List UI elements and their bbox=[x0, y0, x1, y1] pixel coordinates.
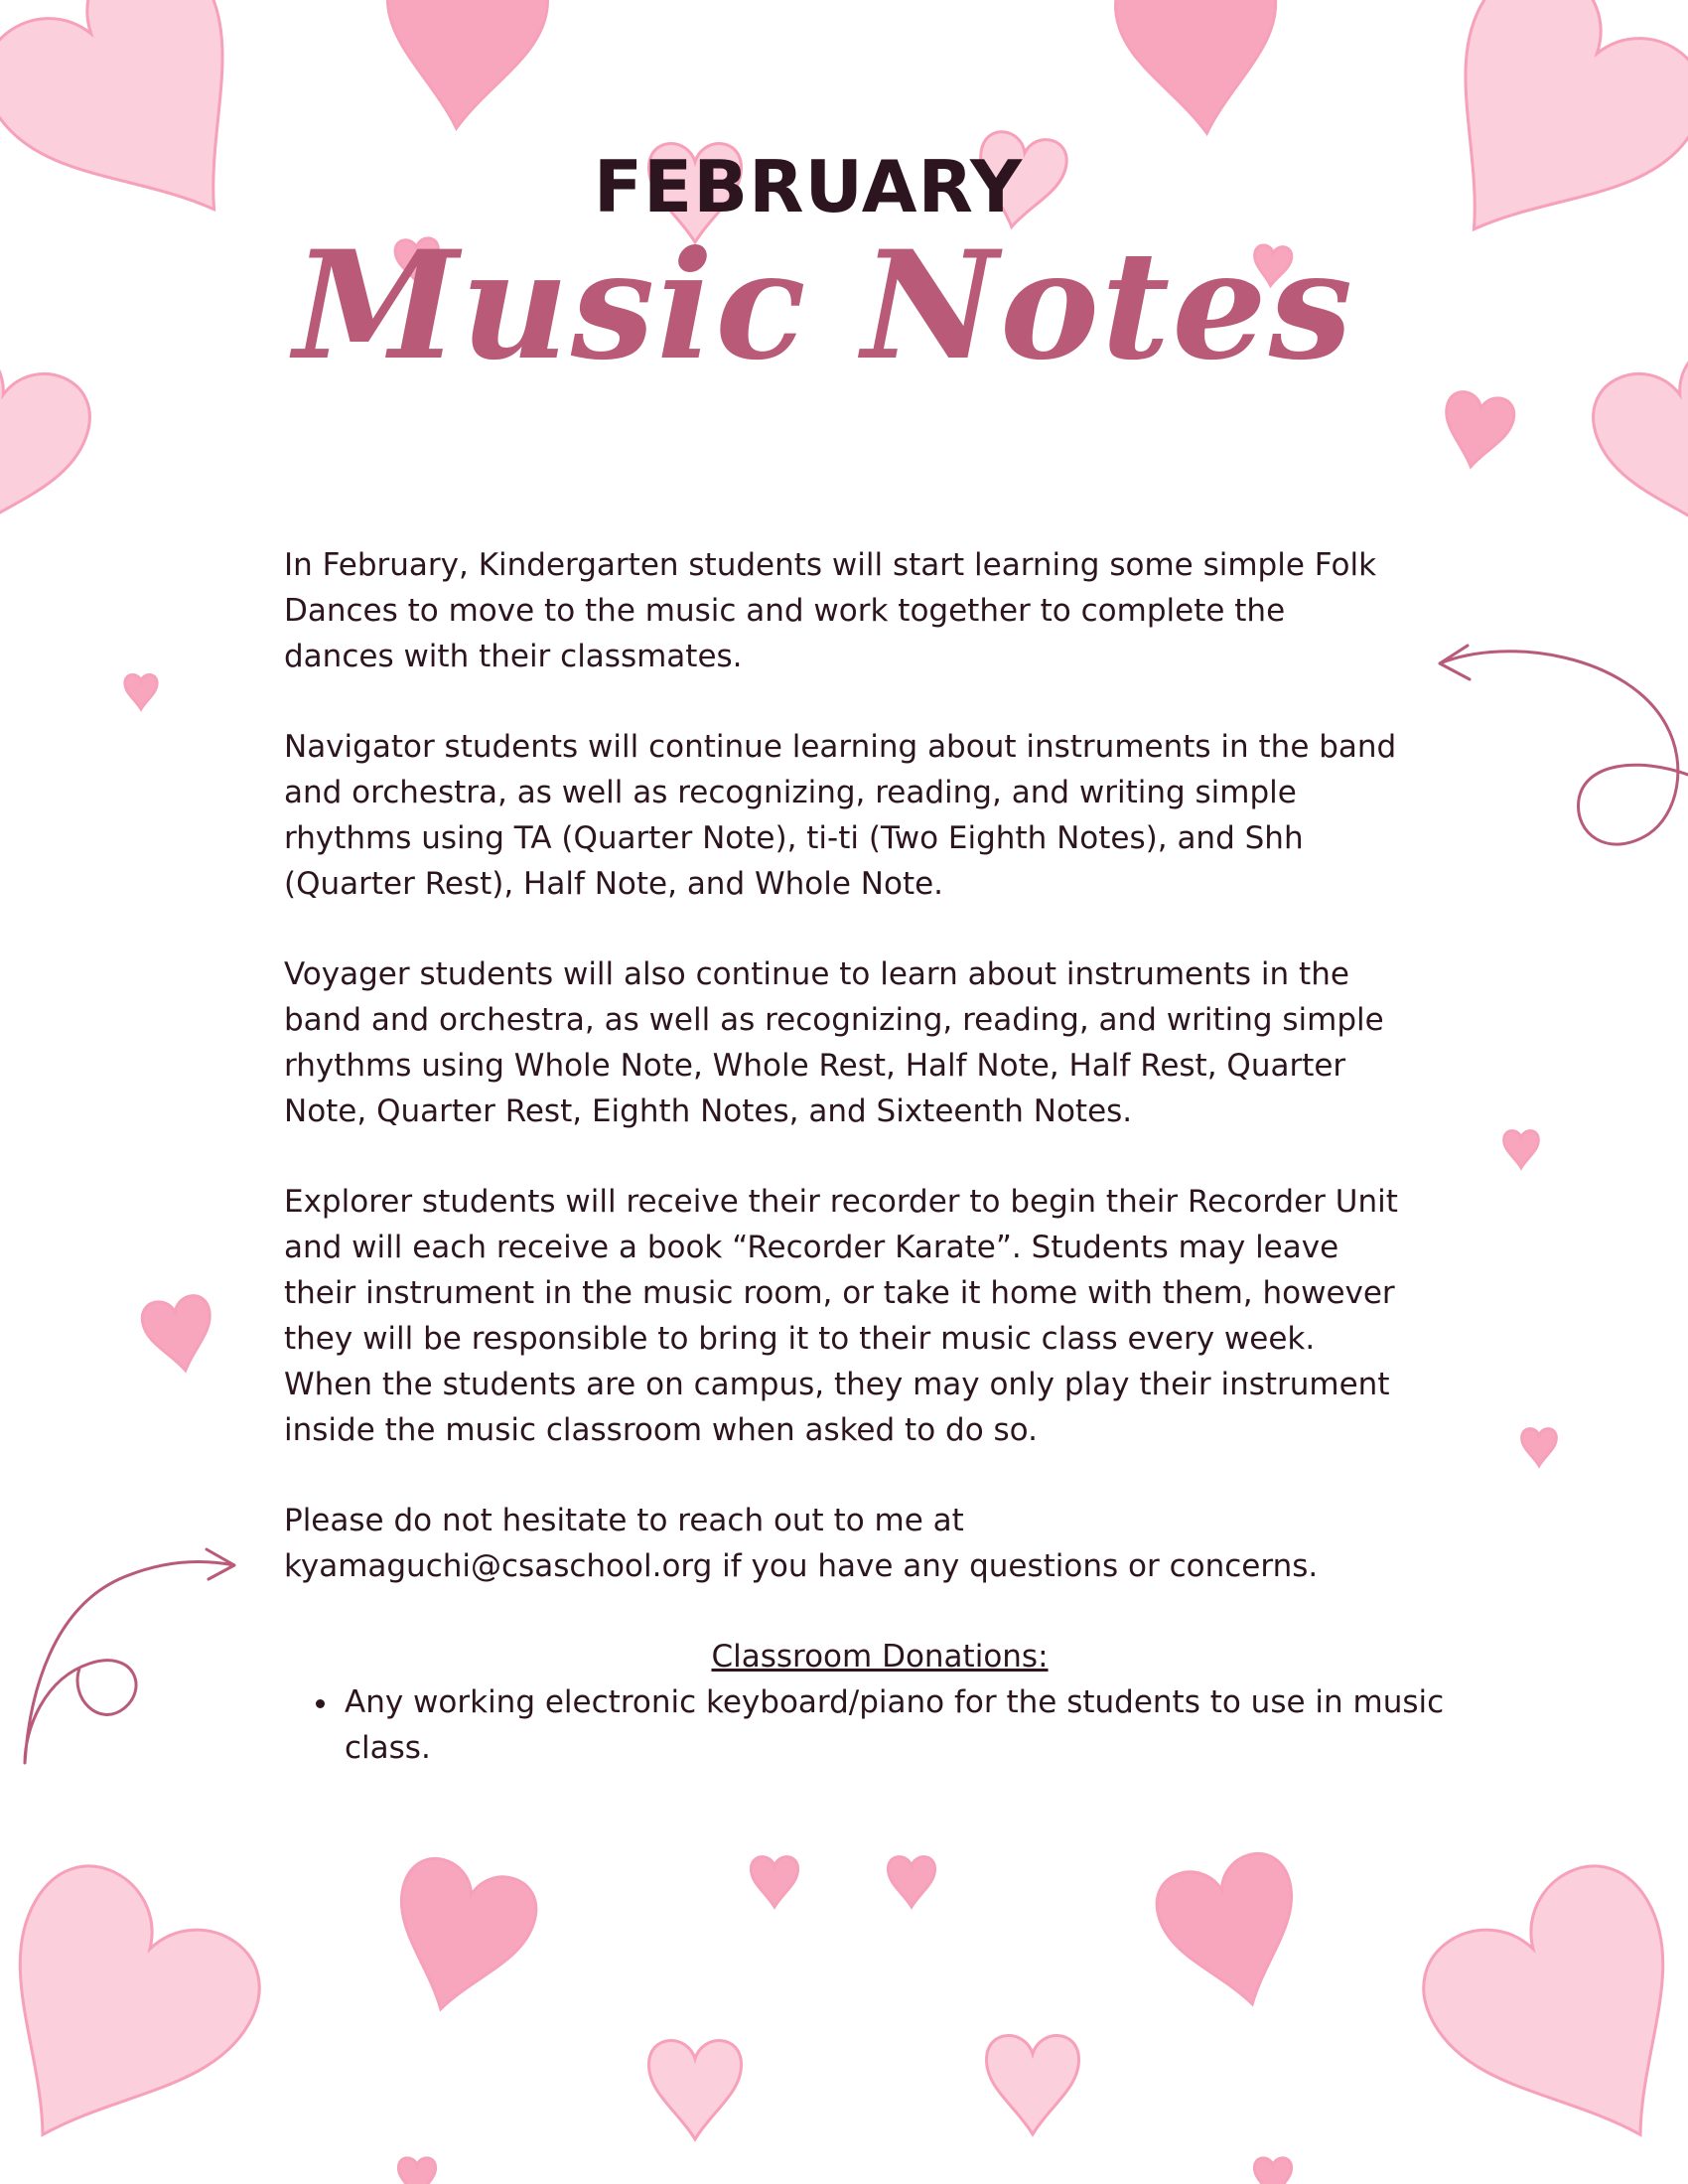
heart-icon bbox=[398, 2158, 435, 2184]
donations-heading: Classroom Donations: bbox=[711, 1639, 1049, 1674]
donations-list bbox=[284, 1679, 1515, 1771]
heart-icon bbox=[125, 674, 157, 708]
heart-icon bbox=[1150, 1846, 1318, 2021]
heart-icon bbox=[0, 1845, 281, 2184]
page-title: Music Notes bbox=[293, 218, 1355, 393]
heart-icon bbox=[376, 0, 551, 135]
heart-icon bbox=[1402, 1845, 1688, 2184]
heart-icon bbox=[1438, 389, 1517, 473]
heart-icon bbox=[1522, 1429, 1557, 1466]
heart-icon bbox=[375, 1851, 543, 2026]
navigator-paragraph: Navigator students will continue learning about instruments in the band and orchestra, as well as recognizing, reading, and writing simple rhythms using TA (Quarter Note), ti-ti (Two Eighth Notes), and Shh (Quarter Rest), Half Note, and Whole Note. bbox=[284, 729, 1397, 902]
curly-arrow-icon bbox=[25, 1549, 234, 1763]
heart-icon bbox=[1254, 2158, 1291, 2184]
contact-paragraph: Please do not hesitate to reach out to me at kyamaguchi@csaschool.org if you have any questions or concerns. bbox=[284, 1503, 1319, 1584]
heart-icon bbox=[888, 1857, 934, 1907]
heart-icon bbox=[140, 1293, 219, 1377]
voyager-paragraph: Voyager students will also continue to learn about instruments in the band and orchestra, as well as recognizing, reading, and writing simple rhythms using Whole Note, Whole Rest, Half Note, Half Rest, Quarter Note, Quarter Rest, Eighth Notes, and Sixteenth Notes. bbox=[284, 956, 1384, 1129]
donation-item: • Any working electronic keyboard/piano for the students to use in music class. bbox=[341, 1679, 1515, 1771]
heart-icon bbox=[649, 2041, 742, 2139]
month-heading: FEBRUARY bbox=[593, 145, 1024, 228]
heart-icon bbox=[751, 1857, 797, 1907]
explorer-paragraph: Explorer students will receive their recorder to begin their Recorder Unit and will each receive a book “Recorder Karate”. Students may leave their instrument in the music room, or take it home with them, however they will be responsible to bring it to their music class every week. When the students are on campus, they may only play their instrument inside the music classroom when asked to do so. bbox=[284, 1184, 1398, 1448]
heart-icon bbox=[1112, 0, 1287, 140]
heart-icon bbox=[987, 2036, 1079, 2134]
kindergarten-paragraph: In February, Kindergarten students will start learning some simple Folk Dances to move to the music and work together to complete the dances with their classmates. bbox=[284, 547, 1377, 674]
newsletter-body bbox=[284, 542, 1515, 1771]
